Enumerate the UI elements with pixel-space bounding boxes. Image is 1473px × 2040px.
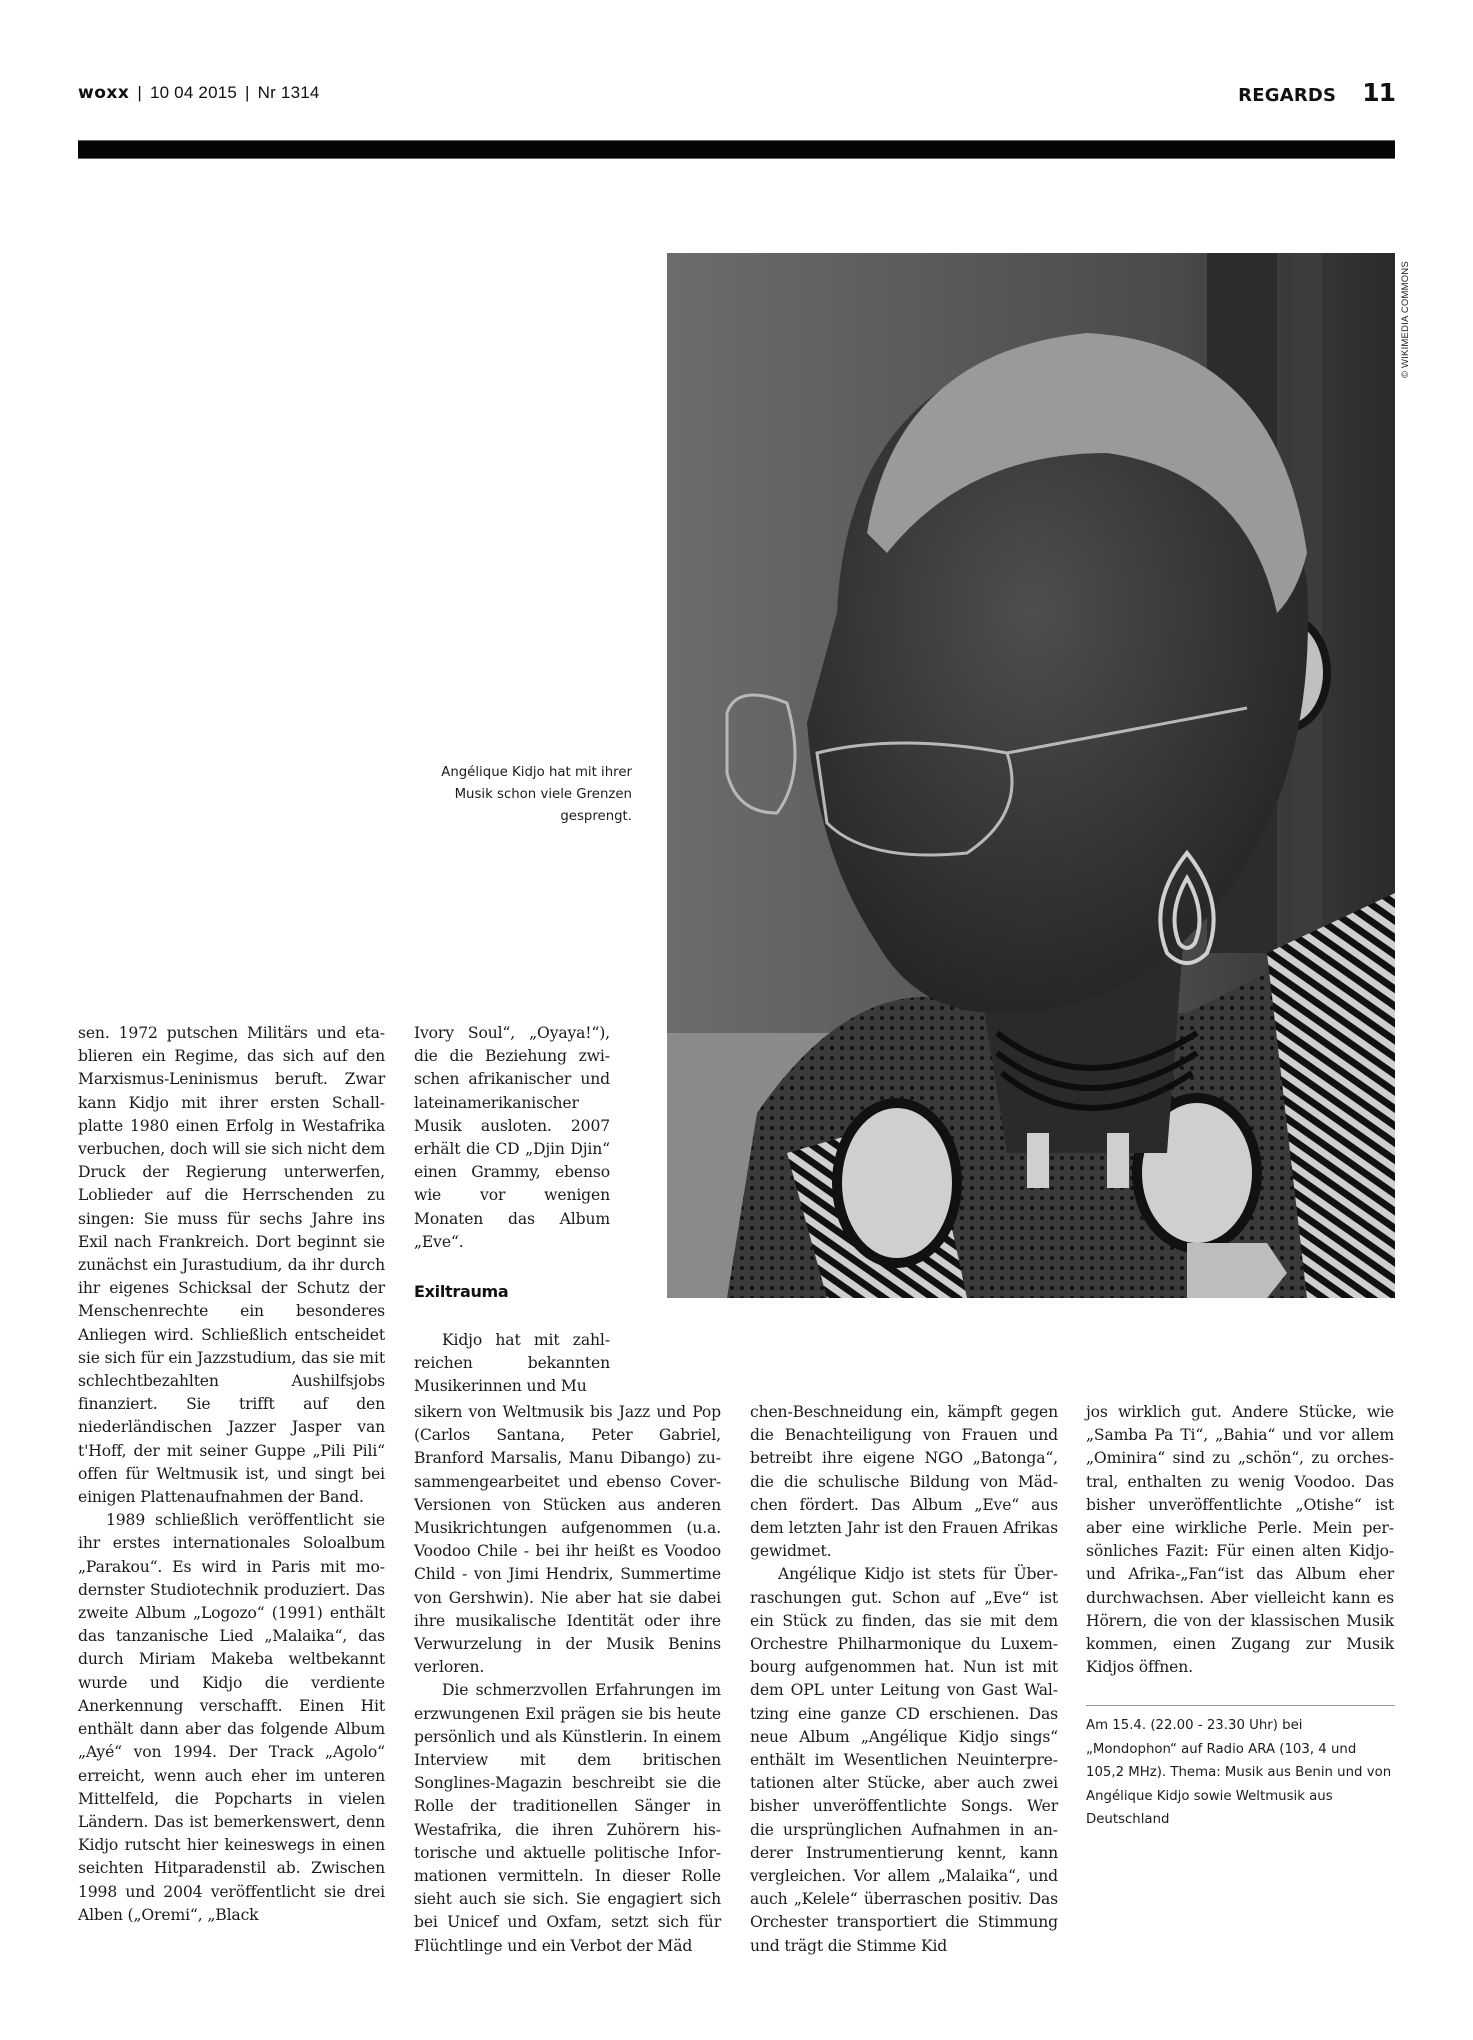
publication-logo: woxx	[78, 83, 130, 103]
paragraph: Angélique Kidjo ist stets für Überraschungen gut. Schon auf „Eve“ ist ein Stück zu finden, das sie mit dem Orchestre Philharmonique du Luxembourg aufgenommen hat. Nun ist mit dem OPL unter Leitung von Gast Waltzing eine ganze CD erschienen. Das neue Album „Angélique Kidjo sings“ enthält im Wesentlichen Neuinterpretationen alter Stücke, aber auch zwei bisher unveröffentlichte Songs. Wer die ursprünglichen Aufnahmen in anderer Instrumentierung kennt, kann vergleichen. Vor allem „Malaika“, und auch „Kelele“ überraschen positiv. Das Orchester transportiert die Stimmung und trägt die Stimme Kid	[750, 1565, 1058, 1955]
paragraph: Kidjo hat mit zahlreichen bekannten Musikerinnen und Mu	[414, 1331, 610, 1396]
paragraph: Die schmerzvollen Erfahrungen im erzwungenen Exil prägen sie bis heute persönlich und als Künstlerin. In einem Interview mit dem britischen Songlines-Magazin beschreibt sie die Rolle der traditionellen Sänger in Westafrika, die ihren Zuhörern historische und aktuelle politische Informationen vermitteln. In dieser Rolle sieht auch sie sich. Sie engagiert sich bei Unicef und Oxfam, setzt sich für Flüchtlinge und ein Verbot der Mäd	[414, 1681, 721, 1955]
paragraph: chen-Beschneidung ein, kämpft gegen die Benachteiligung von Frauen und betreibt ihre eigene NGO „Batonga“, die die schulische Bildung von Mädchen fördert. Das Album „Eve“ aus dem letzten Jahr ist den Frauen Afrikas gewidmet.	[750, 1403, 1058, 1561]
paragraph: sen. 1972 putschen Militärs und etablieren ein Regime, das sich auf den Marxismus-Leninismus beruft. Zwar kann Kidjo mit ihrer ersten Schallplatte 1980 einen Erfolg in Westafrika verbuchen, doch will sie sich nicht dem Druck der Regierung unterwerfen, Loblieder auf die Herrschenden zu singen: Sie muss für sechs Jahre ins Exil nach Frankreich. Dort beginnt sie zunächst ein Jurastudium, da ihr durch ihr eigenes Schicksal der Schutz der Menschenrechte ein besonderes Anliegen wird. Schließlich entscheidet sie sich für ein Jazzstudium, das sie mit schlechtbezahlten Aushilfsjobs finanziert. Sie trifft auf den niederländischen Jazzer Jasper van t'Hoff, der mit seiner Guppe „Pili Pili“ offen für Weltmusik ist, und singt bei einigen Plattenaufnahmen der Band.	[78, 1024, 385, 1507]
page-number: 11	[1362, 78, 1395, 107]
paragraph: Ivory Soul“, „Oyaya!“), die die Beziehung zwischen afrikanischer und lateinamerikanischer Musik ausloten. 2007 erhält die CD „Djin Djin“ einen Grammy, ebenso wie vor wenigen Monaten das Album „Eve“.	[414, 1024, 610, 1251]
issue-date: 10 04 2015	[149, 83, 238, 102]
article-column-3	[750, 1401, 1058, 1958]
photo-credit: © WIKIMEDIA COMMONS	[1400, 261, 1411, 378]
article-column-2-continued	[414, 1329, 610, 1399]
issue-number: Nr 1314	[257, 83, 320, 102]
article-column-2-lower	[414, 1401, 721, 1958]
portrait-illustration	[667, 253, 1395, 1298]
portrait-photo	[667, 253, 1395, 1298]
header-separator: |	[245, 83, 250, 102]
article-column-2	[414, 1022, 610, 1254]
header-separator: |	[137, 83, 142, 102]
section-title: REGARDS	[1238, 85, 1337, 106]
header-rule	[78, 140, 1395, 159]
paragraph: jos wirklich gut. Andere Stücke, wie „Samba Pa Ti“, „Bahia“ und vor allem „Ominira“ sind zu „schön“, zu orchestral, enthalten zu wenig Voodoo. Das bisher unveröffentlichte „Otishe“ ist aber eine wirkliche Perle. Mein persönliches Fazit: Für einen alten Kidjo- und Afrika-„Fan“ist das Album eher durchwachsen. Aber vielleicht kann es Hörern, die von der klassischen Musik kommen, einen Zugang zur Musik Kidjos öffnen.	[1086, 1403, 1394, 1677]
info-box: Am 15.4. (22.00 - 23.30 Uhr) bei „Mondophon“ auf Radio ARA (103, 4 und 105,2 MHz). Thema: Musik aus Benin und von Angélique Kidjo sowie Weltmusik aus Deutschland	[1086, 1718, 1392, 1828]
article-column-1	[78, 1022, 385, 1927]
photo-caption: Angélique Kidjo hat mit ihrer Musik schon viele Grenzen gesprengt.	[441, 765, 632, 824]
paragraph: sikern von Weltmusik bis Jazz und Pop (Carlos Santana, Peter Gabriel, Branford Marsalis, Manu Dibango) zusammengearbeitet und ebenso Cover-Versionen von Stücken aus anderen Musikrichtungen aufgenommen (u.a. Voodoo Chile - bei ihr heißt es Voodoo Child - von Jimi Hendrix, Summertime von Gershwin). Nie aber hat sie dabei ihre musikalische Identität oder ihre Verwurzelung in der Musik Benins verloren.	[414, 1403, 721, 1677]
paragraph: 1989 schließlich veröffentlicht sie ihr erstes internationales Soloalbum „Parakou“. Es wird in Paris mit modernster Studiotechnik produziert. Das zweite Album „Logozo“ (1991) enthält das tanzanische Lied „Malaika“, das durch Miriam Makeba weltbekannt wurde und Kidjo die verdiente Anerkennung verschafft. Einen Hit enthält dann aber das folgende Album „Ayé“ von 1994. Der Track „Agolo“ erreicht, wenn auch eher im unteren Mittelfeld, die Popcharts in vielen Ländern. Das ist bemerkenswert, denn Kidjo rutscht hier keineswegs in einen seichten Hitparadenstil ab. Zwischen 1998 und 2004 veröffentlicht sie drei Alben („Oremi“, „Black	[78, 1511, 385, 1924]
subheading: Exiltrauma	[414, 1282, 509, 1301]
article-column-4	[1086, 1401, 1394, 1679]
info-box-divider	[1086, 1705, 1395, 1706]
page-header-left	[78, 83, 320, 103]
page-header-right	[1238, 78, 1395, 107]
